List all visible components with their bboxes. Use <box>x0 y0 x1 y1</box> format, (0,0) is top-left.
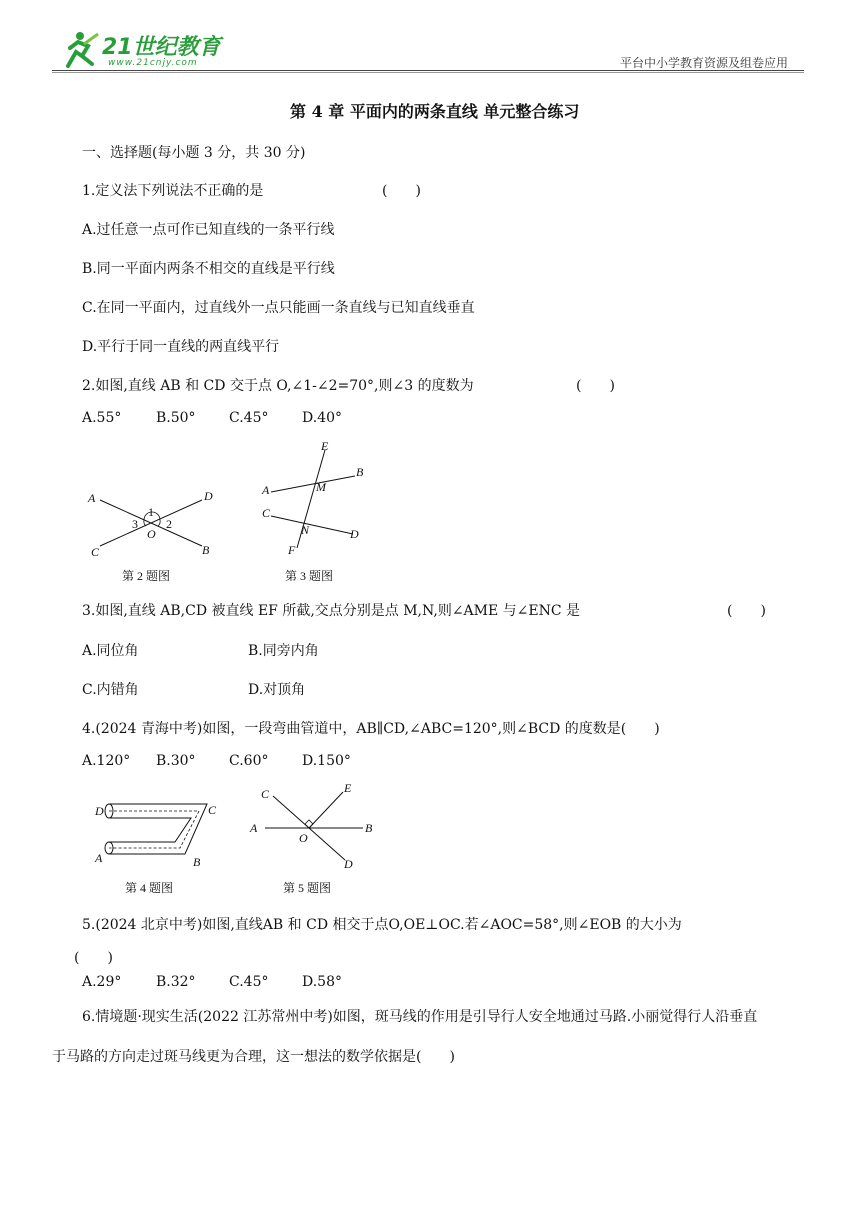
fig4-label-a: A <box>95 851 103 865</box>
fig3-label-n: N <box>301 523 310 537</box>
fig3-label-c: C <box>262 506 271 520</box>
fig4-label-b: B <box>193 855 201 869</box>
logo-text: 21世纪教育 <box>102 35 221 60</box>
q3-option-b: B.同旁内角 <box>248 643 319 659</box>
q2-option-a: A.55° <box>82 410 122 426</box>
fig2-angle-3: 3 <box>132 517 138 531</box>
q3-option-a: A.同位角 <box>82 643 139 659</box>
fig5-label-e: E <box>344 781 352 795</box>
q1-option-c: C.在同一平面内，过直线外一点只能画一条直线与已知直线垂直 <box>82 300 475 316</box>
q5-option-c: C.45° <box>229 974 269 990</box>
fig3-caption: 第 3 题图 <box>285 569 334 583</box>
fig3-label-d: D <box>350 527 359 541</box>
fig5-label-d: D <box>344 857 353 871</box>
q1-option-b: B.同一平面内两条不相交的直线是平行线 <box>82 261 335 277</box>
logo-url: www.21cnjy.com <box>108 58 198 68</box>
fig2-caption: 第 2 题图 <box>122 569 171 583</box>
q2-answer-paren: ( ) <box>576 378 615 394</box>
q4-option-a: A.120° <box>82 753 131 769</box>
q1-stem: 1.定义法下列说法不正确的是 <box>82 183 264 199</box>
q2-option-b: B.50° <box>156 410 196 426</box>
fig5-caption: 第 5 题图 <box>283 881 332 895</box>
q3-answer-paren: ( ) <box>727 603 766 619</box>
fig5-label-o: O <box>299 831 308 845</box>
figure-q3 <box>255 436 375 590</box>
q5-option-a: A.29° <box>82 974 122 990</box>
fig3-label-a: A <box>262 483 270 497</box>
fig2-label-a: A <box>88 491 96 505</box>
q6-stem-line1: 6.情境题·现实生活(2022 江苏常州中考)如图，斑马线的作用是引导行人安全地通过马路.小丽觉得行人沿垂直 <box>82 1009 758 1025</box>
q1-answer-paren: ( ) <box>382 183 421 199</box>
fig3-label-b: B <box>356 465 364 479</box>
header-divider <box>52 70 804 71</box>
header-tagline: 平台中小学教育资源及组卷应用 <box>620 56 789 70</box>
q1-option-a: A.过任意一点可作已知直线的一条平行线 <box>82 222 335 238</box>
q4-stem: 4.(2024 青海中考)如图，一段弯曲管道中，AB∥CD,∠ABC=120°,则∠BCD 的度数是( ) <box>82 721 660 737</box>
fig2-label-d: D <box>204 489 213 503</box>
figure-q5 <box>245 780 385 900</box>
q5-option-b: B.32° <box>156 974 196 990</box>
q2-stem: 2.如图,直线 AB 和 CD 交于点 O,∠1-∠2=70°,则∠3 的度数为 <box>82 378 474 394</box>
fig4-caption: 第 4 题图 <box>125 881 174 895</box>
fig3-label-e: E <box>321 439 329 453</box>
header-divider-thin <box>52 72 804 73</box>
figure-q4 <box>85 796 235 900</box>
fig2-angle-2: 2 <box>166 517 172 531</box>
fig2-label-b: B <box>202 543 210 557</box>
fig3-label-f: F <box>288 543 296 557</box>
fig5-label-c: C <box>261 787 270 801</box>
fig4-label-d: D <box>95 804 104 818</box>
fig2-angle-1: 1 <box>148 505 154 519</box>
fig3-label-m: M <box>316 480 326 494</box>
q2-option-c: C.45° <box>229 410 269 426</box>
q2-option-d: D.40° <box>302 410 342 426</box>
q4-option-d: D.150° <box>302 753 351 769</box>
q1-option-d: D.平行于同一直线的两直线平行 <box>82 339 280 355</box>
page-title: 第 4 章 平面内的两条直线 单元整合练习 <box>290 102 580 121</box>
figure-q2 <box>80 480 230 590</box>
q5-answer-paren: ( ) <box>74 950 113 966</box>
q3-stem: 3.如图,直线 AB,CD 被直线 EF 所截,交点分别是点 M,N,则∠AME 与∠ENC 是 <box>82 603 581 619</box>
q5-stem: 5.(2024 北京中考)如图,直线AB 和 CD 相交于点O,OE⊥OC.若∠AOC=58°,则∠EOB 的大小为 <box>82 917 682 933</box>
fig2-label-c: C <box>91 545 100 559</box>
fig5-label-b: B <box>365 821 373 835</box>
q3-option-c: C.内错角 <box>82 682 139 698</box>
section-heading: 一、选择题(每小题 3 分，共 30 分) <box>82 145 306 161</box>
site-logo <box>58 28 228 70</box>
q5-option-d: D.58° <box>302 974 342 990</box>
q6-stem-line2: 于马路的方向走过斑马线更为合理，这一想法的数学依据是( ) <box>52 1049 455 1065</box>
fig4-label-c: C <box>208 803 217 817</box>
q3-option-d: D.对顶角 <box>248 682 306 698</box>
fig5-label-a: A <box>250 821 258 835</box>
fig2-label-o: O <box>147 527 156 541</box>
q4-option-c: C.60° <box>229 753 269 769</box>
q4-option-b: B.30° <box>156 753 196 769</box>
